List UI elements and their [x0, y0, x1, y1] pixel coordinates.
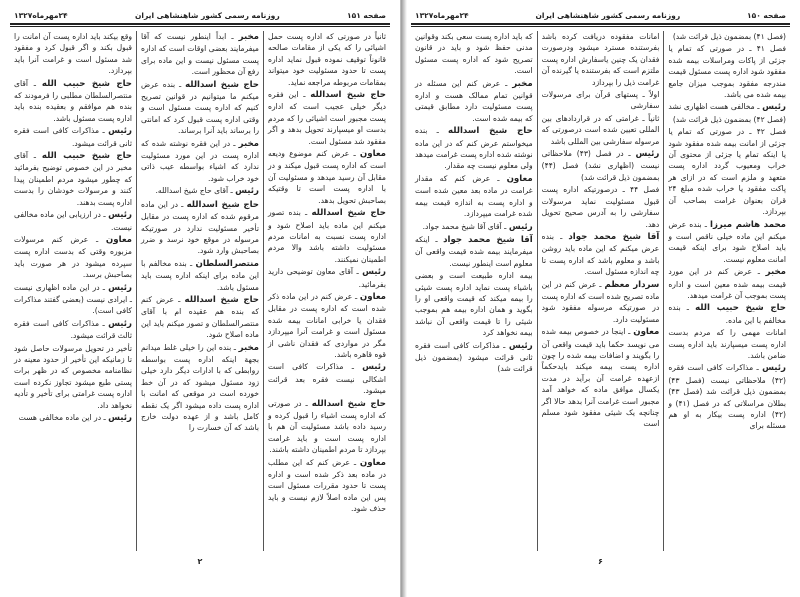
paragraph — [14, 343, 132, 411]
paragraph — [668, 219, 786, 266]
paragraph — [415, 340, 533, 375]
paragraph — [268, 291, 386, 360]
paragraph-text: ـ آقای منتصرالسلطان مطلبی را فرمودند که بنده هم موافقم و بعقیده بنده باید اداره پست مسئول باشد. — [14, 78, 132, 123]
paragraph-text: ـ عرض کنم مرسولات مزبوره وقتی که بدست اداره پست سپرده میشود در هر صورت باید بصاحبش برسد. — [14, 234, 132, 280]
paragraph — [268, 457, 386, 515]
speaker-name: مخبر — [238, 138, 259, 149]
speaker-name: رئیس — [108, 318, 132, 329]
speaker-name: رئیس — [508, 221, 533, 232]
header-rule — [10, 23, 390, 27]
paragraph — [668, 31, 786, 42]
paragraph-text: ـ آقای آقا شیخ محمد جواد. — [422, 221, 507, 231]
paragraph-text: ـ آقای مخبر در این خصوص توضیح بفرمائید که چطور میشود مردم اطمینان پیدا کنند و مرسولات خودشان را بدست اداره پست بدهند. — [14, 151, 132, 207]
paragraph — [268, 89, 386, 147]
paragraph — [141, 294, 259, 341]
paragraph — [141, 79, 259, 137]
paragraph-text: ـ عرض کنم در این ماده تصریح شده است که اداره پست در صورتیکه مرسوله مفقود شود مسئولیت دارد. — [541, 279, 660, 324]
paragraph-text: ـ مذاکرات کافی است اشکالی نیست فقره بعد قرائت میشود. — [268, 362, 386, 396]
paragraph-text: ـ بنده این را خیلی غلط میدانم بجهة اینکه اداره پست بواسطه روابطی که با ادارات دیگر دارد خیلی زود مسئول میشود که در آن خط خورده است در موقعی که امانت با اداره پست داده میشود اگر یک نقطه کامل باشد و از عهده دولت خارج باشد که آن خسارت را — [141, 342, 259, 433]
paragraph-text: ـ این فقره دیگر خیلی عجیب است که اداره پست مجبور است اشیائی را که مردم بدست او میسپارند تحویل بدهد و اگر مفقود شد مسئول است. — [268, 90, 386, 146]
speaker-name: حاج شیخ اسدالله — [448, 126, 533, 137]
paragraph-text: ـ عرض کنم که این مطلب در ماده بعد ذکر شده است و اداره پست تا حدود مقررات مسئول است پس این ماده اصلاً لازم نیست و باید حذف شود. — [268, 457, 386, 514]
speaker-name: مخبر — [512, 78, 533, 89]
text-column — [263, 31, 390, 551]
paragraph-text: ـ بنده میخواستم عرض کنم که در این ماده نوشته شده اداره پست غرامت میدهد ولی معلوم نیست چه مقدار. — [414, 126, 533, 171]
paragraph — [415, 31, 533, 77]
speaker-name: منتصرالسلطان — [195, 258, 259, 269]
paragraph — [415, 234, 533, 269]
paragraph — [14, 78, 132, 125]
speaker-name: حاج شیخ اسدالله — [310, 90, 386, 101]
page-number: صفحه ۱۵۰ — [747, 11, 786, 20]
paragraph-text: ثانیاً ـ غرامتی که در قراردادهای بین المللی تعیین شده است درصورتی که مرسوله سفارشی بین المللی باشد — [541, 113, 660, 146]
paragraph-text: ـ عرض کنم موضوع ودیعه است که اداره پست قبول میکند و در مقابل آن رسید میدهد و مسئولیت آن با اداره پست است تا وقتیکه بصاحبش تحویل بدهد. — [268, 149, 386, 205]
paragraph-text: امانات مهمی را که مردم بدست اداره پست میسپارند باید اداره پست ضامن باشد. — [668, 328, 786, 360]
issue-date: ۲۴مهرماه۱۳۲۷ — [415, 11, 469, 20]
newspaper-title: روزنامه رسمی کشور شاهنشاهی ایران — [535, 11, 681, 20]
paragraph — [14, 412, 132, 424]
paragraph-text: ـ بنده عرض میکنم که این ماده باید روشن باشد و معلوم باشد که اداره پست تا چه اندازه مسئول است. — [541, 231, 660, 277]
speaker-name: رئیس — [362, 362, 386, 373]
paragraph-text: ـ مذاکرات کافی است فقره ثالث قرائت میشود. — [14, 318, 132, 341]
paragraph-text: ثانیاً در صورتی که اداره پست حمل اشیائی را که یکی از مقامات صالحه قانوناً توقیف نموده قبول نماید اداره پست تا حدود مسئولیت خود میتواند بمقامات مربوطه مراجعه نماید. — [268, 32, 386, 87]
paragraph — [141, 138, 259, 185]
paragraph-text: که باید اداره پست سعی بکند وقوانین مدنی حفظ شود و باید در قانون تصریح شود که اداره پست مسئول است. — [414, 32, 533, 76]
paragraph-text: ـ در این ماده اظهاری نیست ـ ایرادی نیست (بعضی گفتند مذاکرات کافی است). — [14, 282, 132, 316]
right-page — [400, 0, 800, 597]
paragraph — [268, 398, 386, 456]
paragraph — [668, 101, 786, 125]
speaker-name: آقا شیخ محمد جواد — [568, 231, 660, 242]
speaker-name: رئیس — [235, 186, 259, 197]
speaker-name: معاون — [633, 327, 660, 338]
paragraph-text: ـ در صورتی که اداره پست اشیاء را قبول کرده و رسید داده باشد مسئولیت آن هم با اداره پست است و باید غرامت بپردازد تا مردم اطمینان داشته باشند. — [268, 398, 386, 455]
speaker-name: معاون — [359, 291, 386, 302]
paragraph-text: فصل ۴۲ ـ در صورتی که تمام یا جزئی از امانت بیمه شده مفقود شود یا اینکه تمام یا جزئی از محتوی آن خراب ومعیوب گردد اداره پست متعهد و ملزم است که در ازای هر پاکت مفقود یا خراب شده مبلغ ۲۴ قران بعنوان غرامت بصاحب آن بپردازد. — [668, 127, 786, 217]
speaker-name: مخبر — [238, 342, 259, 353]
paragraph — [668, 302, 786, 326]
speaker-name: حاج شیخ اسدالله — [186, 199, 259, 210]
paragraph-text: ـ در ارزیابی این ماده مخالفی نیست. — [14, 210, 132, 232]
paragraph — [268, 148, 386, 206]
speaker-name: مخبر — [765, 267, 786, 278]
paragraph — [141, 31, 259, 78]
paragraph — [415, 270, 533, 338]
paragraph-text: اولاً ـ پستهای قرآن برای مرسولات سفارشی — [541, 90, 660, 111]
paragraph — [415, 173, 533, 220]
paragraph — [14, 234, 132, 281]
speaker-name: حاج شیخ اسدالله — [311, 398, 386, 409]
paragraph — [268, 207, 386, 265]
folio-number: ۶ — [598, 557, 603, 566]
paragraph — [141, 185, 259, 197]
paragraph-text: ـ مذاکرات کافی است فقره (۴۲) ملاحظاتی نیست (فصل ۴۳) بمضمون ذیل قرائت شد (فصل ۴۳) بطلان مراسلاتی که در فصل (۴۱) و (۴۲) اداره پست بیکار به او هم مسئله برای — [668, 363, 786, 431]
paragraph-text: ـ مذاکرات کافی است فقره ثانی قرائت میشود. — [14, 126, 132, 148]
speaker-name: رئیس — [362, 267, 386, 278]
newspaper-title: روزنامه رسمی کشور شاهنشاهی ایران — [135, 11, 280, 20]
paragraph-text: ـ بنده عرض میکنم ما میتوانیم در قوانین تصریح کنیم که اداره پست مسئول است و وقتی اداره پست قبول کرد که امانتی را برساند باید آنرا برساند. — [141, 79, 259, 136]
paragraph — [542, 231, 660, 278]
paragraph — [542, 148, 660, 183]
speaker-name: مخبر — [238, 32, 259, 42]
speaker-name: رئیس — [762, 363, 786, 374]
paragraph-text: تأخیر در تحویل مرسولات حاصل شود تا زمانیکه این تأخیر از حدود معینه در نظامنامه مخصوص که در ظهر برات پستی طبع میشود تجاوز نکرده است اداره پست غرامتی برای تأخیر و تأدیه نخواهد داد. — [14, 343, 132, 410]
paragraph-text: ـ بنده مخالفم با این ماده برای اینکه اداره پست باید مسئول باشد. — [141, 258, 259, 292]
speaker-name: رئیس — [108, 126, 132, 137]
paragraph — [14, 31, 132, 77]
paragraph — [14, 209, 132, 233]
speaker-name: حاج شیخ اسدالله — [185, 79, 259, 90]
paragraph — [668, 126, 786, 217]
speaker-name: محمد هاشم میرزا — [710, 219, 786, 230]
paragraph — [668, 43, 786, 100]
paragraph — [542, 184, 660, 230]
paragraph-text: ـ عرض کنم که بنده هم عقیده ام با آقای منتصرالسلطان و تصور میکنم باید این ماده اصلاح شود. — [141, 294, 259, 340]
paragraph — [542, 89, 660, 112]
paragraph-text: ـ عرض کنم در این ماده ذکر شده است که اداره پست در مقابل فقدان یا خرابی امانات بیمه شده مسئول است و غرامت آنرا میپردازد مگر در مواردی که فقدان ناشی از قوه قاهره باشد. — [268, 291, 386, 359]
paragraph-text: بیمه اداره طبیعت است و بعضی باشیاء پست نماید اداره پست شیئی را بیمه میکند که قیمت واقعی او را بگوید و همان اداره بیمه هم بموجب شیئی را تا قیمت واقعی آن نباشد بیمه نخواهد کرد — [414, 271, 533, 338]
speaker-name: رئیس — [635, 149, 660, 160]
speaker-name: حاج شیخ حبیب الله — [41, 151, 132, 162]
text-column — [537, 31, 664, 551]
paragraph — [415, 221, 533, 233]
page-number: صفحه ۱۵۱ — [347, 11, 386, 20]
paragraph-text: ـ مذاکرات کافی است فقره ثانی قرائت میشود (بمضمون ذیل قرائت شد) — [414, 340, 533, 374]
text-columns — [10, 31, 390, 551]
speaker-name: رئیس — [762, 102, 786, 113]
paragraph — [268, 31, 386, 88]
paragraph-text: (فصل ۴۱) بمضمون ذیل قرائت شد) — [672, 32, 786, 41]
paragraph — [14, 318, 132, 342]
paragraph — [14, 125, 132, 149]
paragraph — [542, 279, 660, 326]
paragraph-text: ـ مخالفی هست اظهاری نشد (فصل ۴۲) بمضمون ذیل قرائت شد) — [668, 102, 786, 124]
speaker-name: معاون — [506, 173, 533, 184]
speaker-name: رئیس — [508, 340, 533, 351]
page-header — [10, 8, 390, 20]
speaker-name: حاج شیخ اسدالله — [311, 208, 386, 219]
text-column — [411, 31, 537, 551]
text-column — [663, 31, 790, 551]
paragraph-text: امانات مفقوده دریافت کرده باشد بفرستنده مسترد میشود ودرصورت فقدان یک چنین یاسفارش اداره پست ملتزم است که بفرستنده یا گیرنده آن غرامت ذیل را بپردازد — [541, 32, 660, 87]
speaker-name: سردار معظم — [604, 279, 660, 290]
paragraph-text: ـ ابداً اینطور نیست که آقا میفرمایند بعضی اوقات است که اداره پست مسئول نیست و این ماده برای رفع آن محظور است. — [141, 32, 259, 77]
folio-number: ۲ — [197, 557, 203, 566]
speaker-name: حاج شیخ حبیب الله — [41, 78, 132, 89]
paragraph — [415, 125, 533, 172]
paragraph-text: ـ در این ماده مخالفی هست — [18, 413, 106, 422]
paragraph-text: ـ بنده عرض میکنم این ماده خیلی ناقص است و باید اصلاح شود برای اینکه قیمت امانت معلوم نیست. — [668, 219, 786, 264]
paragraph-text: ـ آقای معاون توضیحی دارید بفرمائید. — [268, 267, 386, 289]
paragraph — [542, 326, 660, 430]
paragraph-text: ـ عرض کنم در این مورد قیمت بیمه شده معین است و اداره پست بموجب آن غرامت میدهد. — [668, 267, 786, 300]
paragraph — [415, 78, 533, 125]
paragraph — [542, 31, 660, 88]
paragraph-text: ـ در این ماده مرقوم شده که اداره پست در مقابل تأخیر مسئولیت ندارد در صورتیکه مرسوله در موقع خود نرسد و ضرر بصاحبش وارد شود. — [141, 199, 259, 256]
paragraph — [141, 199, 259, 257]
paragraph-text: وقع بیکند باید اداره پست آن امانت را قبول بکند و اگر قبول کرد و مفقود شد مسئول است و غرامت آنرا باید بپردازد. — [14, 32, 132, 76]
page-header — [411, 8, 790, 20]
paragraph — [668, 327, 786, 361]
paragraph-text: ـ اینجا در خصوص بیمه شده می نویسد حکما باید قیمت واقعی آن را بگویند و اضافات بیمه شده را چون اداره پست بیمه میکند بایدحکماً ازعهده غرامت آن برآید در مدت یکسال موافق ماده که خواهد آمد مجبور است غرامت آنرا بدهد حالا اگر چنانچه یک شیئی مفقود شود مسلم است — [541, 327, 660, 429]
paragraph-text: ـ عرض کنم که مقدار غرامت در ماده بعد معین شده است و اداره پست به اندازه قیمت بیمه شده غرامت میپردازد. — [414, 173, 533, 219]
paragraph — [268, 361, 386, 396]
paragraph-text: ـ بنده مخالفم با این ماده. — [668, 303, 786, 325]
paragraph — [141, 258, 259, 293]
paragraph-text: فصل ۴۱ ـ در صورتی که تمام یا جزئی از پاکات ومراسلات بیمه شده مفقود شود اداره پست مسئول قیمت مندرجه مفقود بموجب میزان جامع بیمه شده می باشد. — [668, 44, 786, 100]
paragraph-text: ـ بنده تصور میکنم این ماده باید اصلاح شود و اداره پست نسبت به امانات مردم مسئولیت داشته باشد والا مردم اطمینان نمیکنند. — [268, 208, 386, 264]
text-columns — [411, 31, 790, 551]
paragraph-text: فصل ۴۴ ـ درصورتیکه اداره پست قبول مسئولیت نماید مرسولات سفارشی را به آدرس صحیح تحویل دهد. — [541, 185, 660, 229]
speaker-name: آقا شیخ محمد جواد — [443, 234, 533, 245]
speaker-name: حاج شیخ حبیب الله — [695, 303, 786, 314]
speaker-name: رئیس — [108, 413, 132, 423]
speaker-name: معاون — [359, 149, 386, 160]
paragraph — [542, 113, 660, 147]
paragraph-text: ـ اینکه میفرمایند بیمه شده قیمت واقعی آن معلوم است اینطور نیست. — [414, 234, 533, 268]
paragraph — [14, 150, 132, 208]
paragraph — [668, 362, 786, 431]
issue-date: ۲۴مهرماه۱۳۲۷ — [14, 11, 68, 20]
paragraph-text: ـ در فصل (۴۳) ملاحظاتی نیست (اظهاری نشد) فصل (۴۴) بمضمون ذیل قرائت شد) — [541, 149, 660, 182]
text-column — [136, 31, 263, 551]
speaker-name: معاون — [105, 234, 132, 245]
paragraph — [668, 266, 786, 301]
speaker-name: رئیس — [108, 282, 132, 293]
speaker-name: رئیس — [108, 210, 132, 221]
paragraph — [14, 282, 132, 317]
header-rule — [411, 23, 790, 27]
speaker-name: معاون — [359, 457, 386, 468]
paragraph — [141, 342, 259, 434]
text-column — [10, 31, 136, 551]
paragraph-text: ـ آقای حاج شیخ اسدالله. — [155, 186, 233, 196]
paragraph-text: ـ عرض کنم این مسئله در قوانین تمام ممالک هست و اداره پست مسئولیت دارد مطابق قیمتی که بیمه شده است. — [414, 78, 533, 123]
paragraph-text: ـ در این فقره نوشته شده که اداره پست در این مورد مسئولیت ندارد که اشیاء بواسطه عیب ذاتی خود خراب شود. — [141, 138, 259, 183]
speaker-name: حاج شیخ اسدالله — [184, 294, 259, 305]
paragraph — [268, 266, 386, 290]
